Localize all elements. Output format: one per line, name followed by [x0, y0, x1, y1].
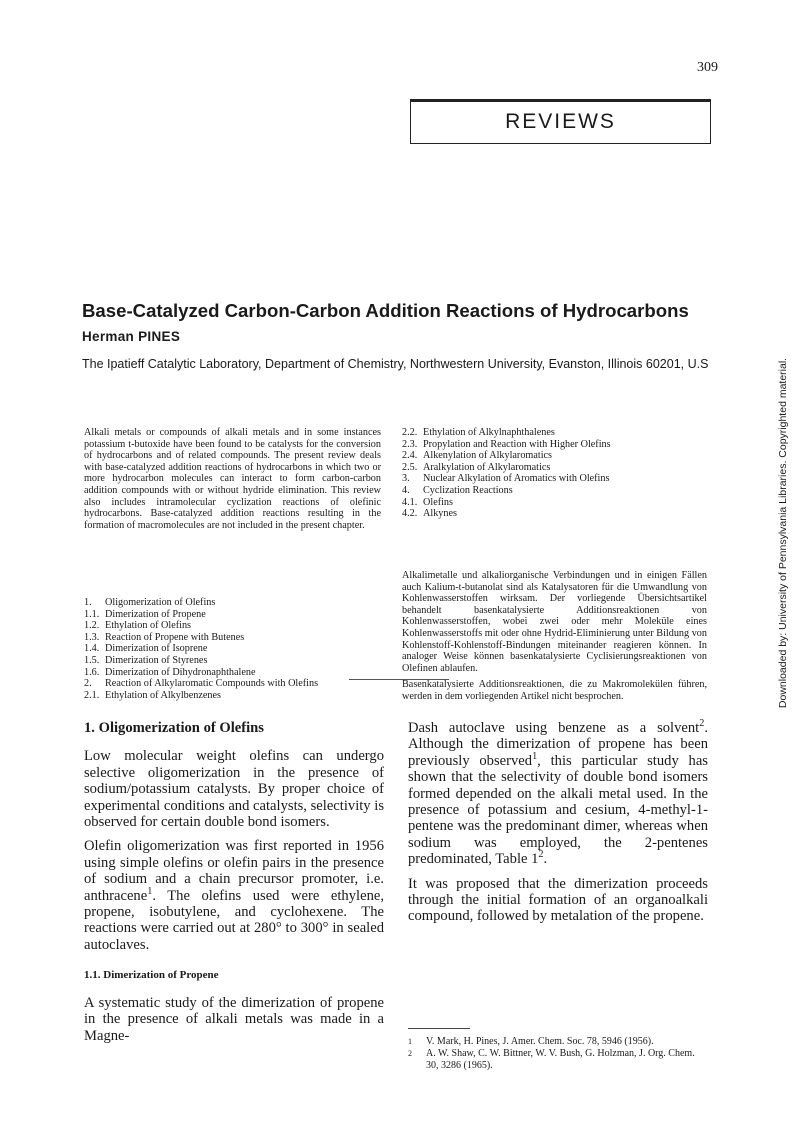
toc-item-number: 1.5. — [84, 654, 100, 666]
toc-item-number: 1.2. — [84, 620, 100, 632]
toc-item-label: Aralkylation of Alkylaromatics — [423, 461, 551, 473]
toc-item-number: 1. — [84, 597, 92, 608]
toc-item — [84, 678, 381, 690]
toc-item — [84, 632, 381, 644]
toc-item — [84, 620, 381, 632]
article-title: Base-Catalyzed Carbon-Carbon Addition Reactions of Hydrocarbons — [82, 300, 689, 321]
section-box-label: REVIEWS — [505, 110, 616, 133]
footnote-text: V. Mark, H. Pines, J. Amer. Chem. Soc. 78, 5946 (1956). — [426, 1036, 654, 1047]
toc-item-number: 1.3. — [84, 631, 100, 643]
toc-item — [84, 643, 381, 655]
toc-item-number: 2.1. — [84, 689, 100, 701]
toc-item-number: 1.1. — [84, 608, 100, 620]
toc-item — [402, 427, 707, 439]
body-paragraph: It was proposed that the dimerization proceeds through the initial formation of an organoalkali compound, followed by metalation of the propene. — [408, 875, 708, 925]
affiliation: The Ipatieff Catalytic Laboratory, Department of Chemistry, Northwestern University, Evanston, Illinois 60201, U.S — [82, 357, 709, 371]
toc-item-label: Alkynes — [423, 508, 457, 520]
footnote-mark: 2 — [408, 1049, 412, 1058]
toc-item-number: 3. — [402, 473, 410, 485]
footnotes — [408, 1036, 708, 1072]
toc-item-number: 2.3. — [402, 438, 418, 450]
subsection-heading: 1.1. Dimerization of Propene — [84, 969, 219, 982]
toc-item-label: Dimerization of Isoprene — [105, 643, 208, 655]
abstract-german — [402, 570, 707, 708]
section-divider — [349, 679, 449, 680]
toc-item — [84, 667, 381, 679]
abstract-english: Alkali metals or compounds of alkali metals and in some instances potassium t-butoxide have been found to be catalysts for the conversion of hydrocarbons and of related compounds. The present review deals with base-catalyzed addition reactions of hydrocarbons in which two or more hydrocarbon molecules can interact to form carbon-carbon addition compounds with or without hydride elimination. This review also includes intramolecular cyclization reactions of olefinic hydrocarbons. Base-catalyzed addition reactions resulting in the formation of macromolecules are not included in the present chapter. — [84, 427, 381, 531]
toc-item-number: 2.5. — [402, 461, 418, 473]
toc-item-label: Dimerization of Propene — [105, 608, 206, 620]
footnote-rule — [408, 1028, 470, 1029]
toc-item-label: Ethylation of Alkylbenzenes — [105, 689, 221, 701]
toc-item-number: 2.4. — [402, 450, 418, 462]
footnote — [408, 1036, 708, 1048]
toc-item-number: 4. — [402, 484, 410, 496]
toc-item-number: 1.6. — [84, 666, 100, 678]
toc-item — [84, 609, 381, 621]
toc-item-number: 2. — [84, 678, 92, 690]
toc-item-number: 2.2. — [402, 427, 418, 438]
body-column-right — [408, 720, 708, 933]
toc-right — [402, 427, 707, 520]
download-notice-text: Downloaded by: University of Pennsylvania Libraries. Copyrighted material. — [777, 357, 789, 709]
toc-item-label: Cyclization Reactions — [423, 484, 513, 496]
download-notice — [775, 357, 791, 709]
toc-item — [84, 655, 381, 667]
body-paragraph: Olefin oligomerization was first reported in 1956 using simple olefins or olefin pairs in the presence of sodium and a chain precursor promoter, i.e. anthracene$^1$. The olefins used were ethylene, propene, isobutylene, and cyclohexene. The reactions were carried out at 280° to 300° in sealed autoclaves. — [84, 838, 384, 953]
footnote-mark: 1 — [408, 1037, 412, 1046]
body-paragraph: A systematic study of the dimerization of propene in the presence of alkali metals was made in a Magne- — [84, 994, 384, 1044]
toc-item-label: Dimerization of Dihydronaphthalene — [105, 666, 256, 678]
toc-item-label: Propylation and Reaction with Higher Olefins — [423, 438, 611, 450]
toc-item-label: Nuclear Alkylation of Aromatics with Olefins — [423, 473, 610, 485]
footnote-text: A. W. Shaw, C. W. Bittner, W. V. Bush, G. Holzman, J. Org. Chem. 30, 3286 (1965). — [426, 1048, 695, 1071]
toc-item-label: Reaction of Propene with Butenes — [105, 631, 245, 643]
toc-item — [402, 450, 707, 462]
author: Herman PINES — [82, 329, 181, 344]
toc-item — [84, 690, 381, 702]
toc-item-number: 4.2. — [402, 508, 418, 520]
body-column-left — [84, 720, 384, 1052]
footnote — [408, 1048, 708, 1072]
toc-item-label: Dimerization of Styrenes — [105, 654, 208, 666]
body-paragraph: Low molecular weight olefins can undergo selective oligomerization in the presence of sodium/potassium catalysts. By proper choice of experimental conditions and catalysts, selectivity is observed for certain double bond isomers. — [84, 748, 384, 831]
abstract-german-paragraph: Basenkatalysierte Additionsreaktionen, die zu Makromolekülen führen, werden in dem vorliegenden Artikel nicht besprochen. — [402, 679, 707, 702]
toc-item-label: Ethylation of Alkylnaphthalenes — [423, 427, 555, 438]
page-number: 309 — [697, 60, 718, 75]
toc-item-label: Oligomerization of Olefins — [105, 597, 216, 608]
toc-item — [84, 597, 381, 609]
toc-item — [402, 508, 707, 520]
abstract-german-paragraph: Alkalimetalle und alkaliorganische Verbindungen und in einigen Fällen auch Kalium-t-butanolat sind als Katalysatoren für die Umwandlung von Kohlenwasserstoffen wirksam. Der vorliegende Übersichtsartikel behandelt basenkatalysierte Additionsreaktionen von Kohlenwasserstoffen, wobei zwei oder mehr Moleküle eines Kohlenwasserstoffs mit oder ohne Hydrid-Eliminierung unter Bildung von Kohlenstoff-Kohlenstoff-Bindungen miteinander reagieren können. In analoger Weise können basenkatalysierte Cyclisierungsreaktionen von Olefinen ablaufen. — [402, 570, 707, 674]
toc-item — [402, 462, 707, 474]
body-paragraph: Dash autoclave using benzene as a solvent$^2$. Although the dimerization of propene has been previously observed$^1$, this particular study has shown that the selectivity of double bond isomers formed depended on the alkali metal used. In the presence of potassium and cesium, 4-methyl-1-pentene was the predominant dimer, whereas when sodium was employed, the 2-pentenes predominated, Table $1^2$. — [408, 718, 708, 868]
toc-item — [402, 497, 707, 509]
section-heading: 1. Oligomerization of Olefins — [84, 720, 264, 736]
toc-item-label: Reaction of Alkylaromatic Compounds with Olefins — [105, 678, 319, 690]
toc-item-label: Alkenylation of Alkylaromatics — [423, 450, 553, 462]
section-box — [410, 99, 711, 144]
toc-item — [402, 485, 707, 497]
toc-left — [84, 597, 381, 701]
toc-item — [402, 473, 707, 485]
toc-item-label: Olefins — [423, 496, 453, 508]
toc-item — [402, 439, 707, 451]
toc-item-number: 4.1. — [402, 496, 418, 508]
toc-item-number: 1.4. — [84, 643, 100, 655]
toc-item-label: Ethylation of Olefins — [105, 620, 192, 632]
